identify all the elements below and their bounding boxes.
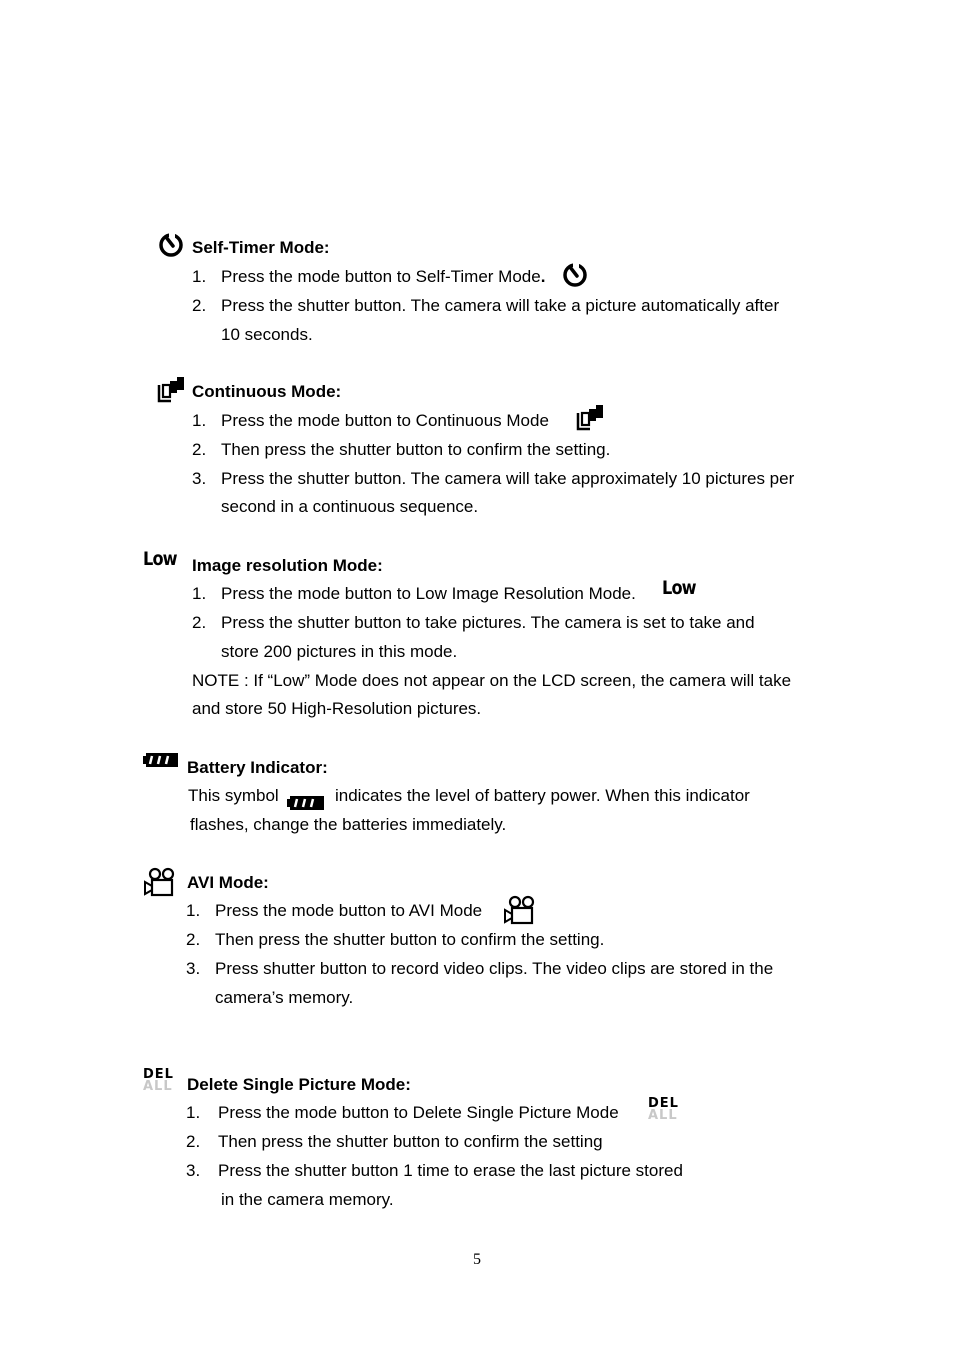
delete-heading: Delete Single Picture Mode: [187,1075,411,1094]
step-number: 1. [186,901,201,920]
delete-step-1: Press the mode button to Delete Single Picture Mode [218,1103,619,1122]
step-number: 2. [192,613,207,632]
step-number: 3. [186,959,201,978]
battery-icon [143,752,179,768]
low-resolution-icon [662,578,702,599]
battery-icon [287,795,325,811]
continuous-shot-icon [576,405,604,431]
avi-heading: AVI Mode: [187,873,269,892]
all-icon-text: ALL [143,1079,173,1094]
continuous-step-1: Press the mode button to Continuous Mode [221,411,549,430]
self-timer-heading: Self-Timer Mode: [192,238,330,257]
avi-step-3: Press shutter button to record video clips. The video clips are stored in the [215,959,774,978]
step-number: 1. [192,584,207,603]
low-icon-text: Low [662,577,696,599]
delete-step-3-cont: in the camera memory. [221,1190,394,1209]
delete-all-icon [648,1098,688,1122]
avi-step-1: Press the mode button to AVI Mode [215,901,483,920]
delete-all-icon [143,1069,183,1093]
avi-step-2: Then press the shutter button to confirm the setting. [215,930,605,949]
resolution-step-1: Press the mode button to Low Image Resolution Mode. [221,584,636,603]
all-icon-text: ALL [648,1108,678,1123]
video-camera-icon [504,895,536,925]
resolution-heading: Image resolution Mode: [192,556,383,575]
battery-line-1-before: This symbol [188,786,279,805]
del-icon-text: DEL [143,1067,174,1082]
continuous-step-3-cont: second in a continuous sequence. [221,497,479,516]
continuous-step-3: Press the shutter button. The camera will take approximately 10 pictures per [221,469,795,488]
resolution-step-2-cont: store 200 pictures in this mode. [221,642,458,661]
del-icon-text: DEL [648,1096,679,1111]
battery-line-1-after: indicates the level of battery power. When this indicator [335,786,750,805]
step-text: Press the mode button to Self-Timer Mode [221,267,541,286]
self-timer-icon [158,232,184,258]
self-timer-step-2: Press the shutter button. The camera will take a picture automatically after [221,296,780,315]
resolution-note-line-2: and store 50 High-Resolution pictures. [192,699,482,718]
step-suffix: . [540,267,546,286]
delete-step-2: Then press the shutter button to confirm the setting [218,1132,603,1151]
step-number: 1. [192,267,207,286]
step-number: 3. [186,1161,201,1180]
battery-line-2: flashes, change the batteries immediately. [190,815,507,834]
step-number: 2. [192,440,207,459]
avi-step-3-cont: camera’s memory. [215,988,354,1007]
continuous-shot-icon [157,377,185,403]
step-number: 3. [192,469,207,488]
step-number: 2. [186,1132,201,1151]
self-timer-step-1 [221,267,545,287]
video-camera-icon [144,867,176,897]
low-resolution-icon [143,549,183,570]
continuous-step-2: Then press the shutter button to confirm the setting. [221,440,611,459]
resolution-step-2: Press the shutter button to take pictures. The camera is set to take and [221,613,755,632]
step-number: 2. [192,296,207,315]
step-number: 1. [192,411,207,430]
self-timer-icon [562,262,588,288]
self-timer-step-2-cont: 10 seconds. [221,325,313,344]
delete-step-3: Press the shutter button 1 time to erase the last picture stored [218,1161,683,1180]
step-number: 1. [186,1103,201,1122]
page-number: 5 [473,1251,481,1268]
battery-heading: Battery Indicator: [187,758,328,777]
low-icon-text: Low [143,548,177,570]
resolution-note-line-1: NOTE : If “Low” Mode does not appear on the LCD screen, the camera will take [192,671,792,690]
step-number: 2. [186,930,201,949]
continuous-heading: Continuous Mode: [192,382,342,401]
